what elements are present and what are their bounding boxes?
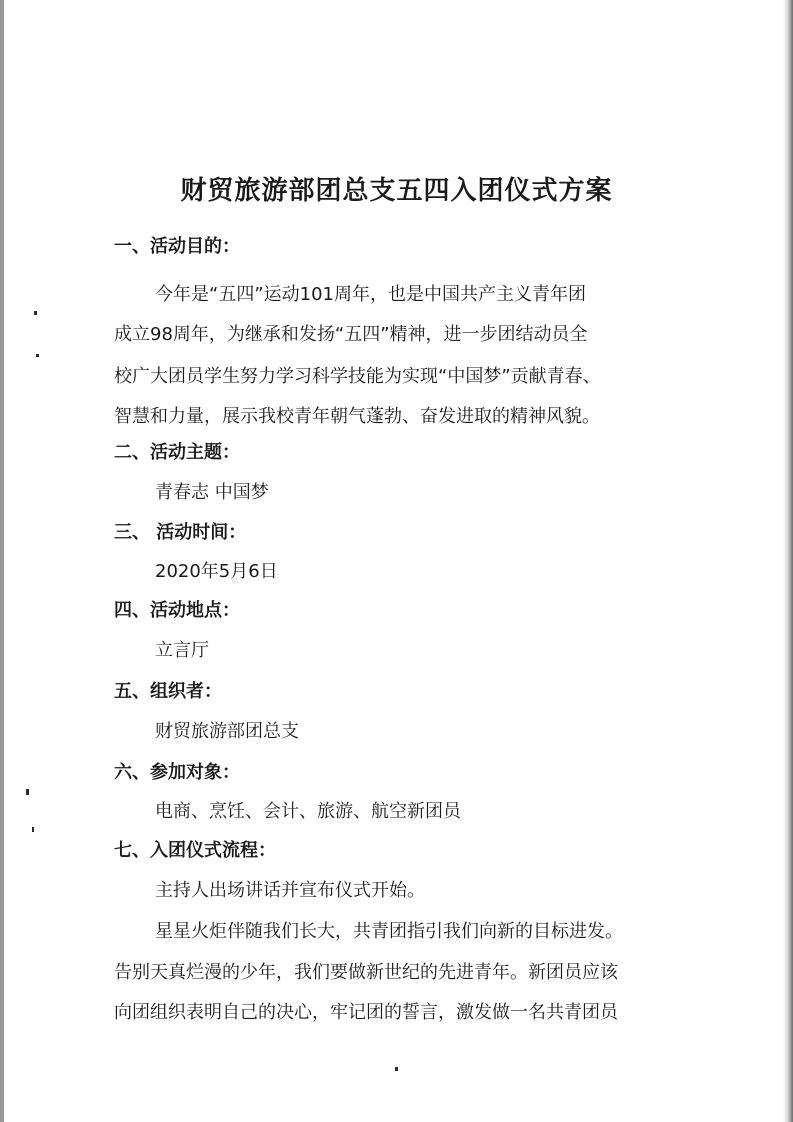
scan-speck: [395, 1067, 398, 1071]
process-line: 向团组织表明自己的决心，牢记团的誓言，激发做一名共青团员: [114, 1002, 618, 1023]
section-heading-theme: 二、活动主题：: [114, 442, 240, 463]
section-body-time: 2020年5月6日: [155, 561, 278, 582]
purpose-line: 成立98周年，为继承和发扬“五四”精神，进一步团结动员全: [114, 324, 588, 345]
purpose-line: 智慧和力量，展示我校青年朝气蓬勃、奋发进取的精神风貌。: [114, 406, 600, 427]
section-heading-organizer: 五、组织者：: [114, 681, 222, 702]
section-heading-purpose: 一、活动目的：: [114, 236, 240, 257]
scan-edge-left: [0, 0, 4, 1122]
section-heading-participants: 六、参加对象：: [114, 762, 240, 783]
purpose-line: 今年是“五四”运动101周年，也是中国共产主义青年团: [155, 284, 587, 305]
scan-edge-right: [783, 0, 793, 1122]
process-line: 告别天真烂漫的少年，我们要做新世纪的先进青年。新团员应该: [114, 962, 618, 983]
section-heading-time: 三、 活动时间：: [114, 522, 247, 543]
section-heading-process: 七、入团仪式流程：: [114, 840, 276, 861]
section-body-theme: 青春志 中国梦: [155, 482, 269, 503]
scan-speck: [36, 354, 39, 357]
scan-speck: [32, 827, 34, 832]
section-body-location: 立言厅: [155, 640, 209, 661]
section-body-participants: 电商、烹饪、会计、旅游、航空新团员: [155, 801, 461, 822]
section-body-process: 主持人出场讲话并宣布仪式开始。: [155, 880, 425, 901]
document-title: 财贸旅游部团总支五四入团仪式方案: [180, 176, 613, 206]
scan-speck: [34, 311, 37, 315]
scan-speck: [26, 789, 29, 795]
section-heading-location: 四、活动地点：: [114, 600, 240, 621]
purpose-line: 校广大团员学生努力学习科学技能为实现“中国梦”贡献青春、: [114, 366, 601, 387]
process-line: 星星火炬伴随我们长大，共青团指引我们向新的目标进发。: [155, 921, 623, 942]
section-body-organizer: 财贸旅游部团总支: [155, 721, 299, 742]
